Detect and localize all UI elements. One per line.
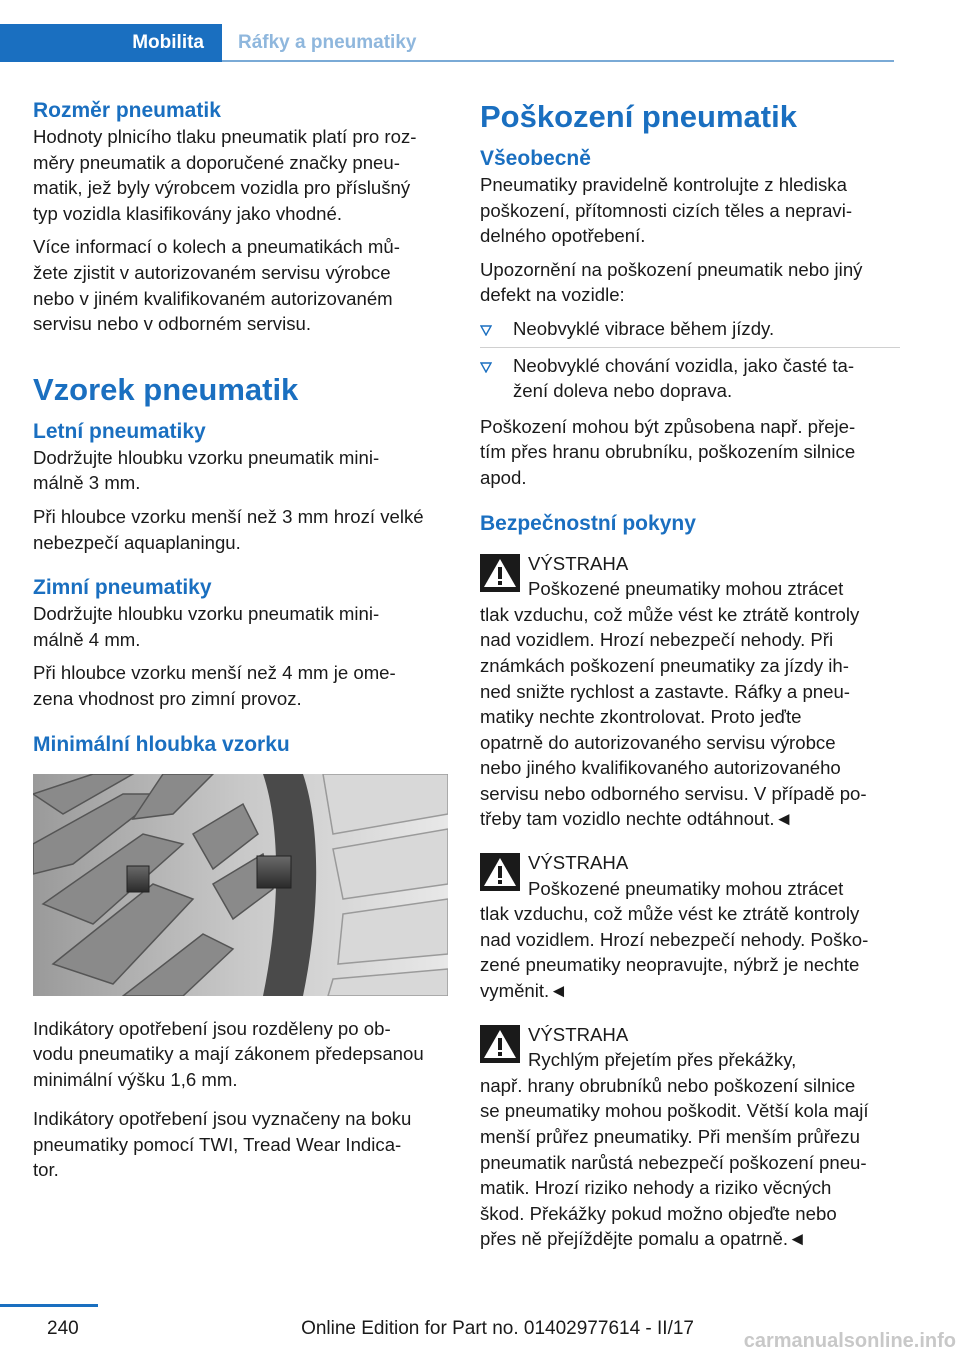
left-column: [33, 98, 451, 1191]
damage-heading: Poškození pneumatik: [480, 99, 797, 134]
warning-first-line: Poškozené pneumatiky mohou ztrácet: [528, 877, 844, 899]
right-column: [480, 98, 900, 1266]
winter-tires-heading: Zimní pneumatiky: [33, 576, 212, 600]
footer-rule: [0, 1304, 98, 1307]
winter-paragraph-2: Při hloubce vzorku menší než 4 mm je ome- zena vhodnost pro zimní provoz.: [33, 662, 396, 709]
warning-triangle-icon: [480, 853, 520, 891]
warning-body: tlak vzduchu, což může vést ke ztrátě kontroly nad vozidlem. Hrozí nebezpečí nehody. Při známkách poškození pneumatiky za jízdy ih- ned snižte rychlost a zastavte. Ráfky a pneu- matiky nechte zkontrolovat. Proto jeďte opatrně do autorizovaného servisu výrobce nebo jiného kvalifikovaného autorizovaného servisu nebo odborného servisu. V případě po- třeby tam vozidlo nechte odtáhnout.◄: [480, 603, 867, 830]
tire-size-paragraph-1: Hodnoty plnicího tlaku pneumatik platí pro roz- měry pneumatik a doporučené značky pneu- matik, jež byly výrobcem vozidla pro příslušný typ vozidla klasifikovány jako vhodné.: [33, 126, 417, 224]
warning-triangle-icon: [480, 1025, 520, 1063]
list-item: [480, 353, 900, 409]
warning-block-1: [480, 551, 900, 833]
tread-heading: Vzorek pneumatik: [33, 371, 299, 407]
warning-first-line: Rychlým přejetím přes překážky,: [528, 1049, 797, 1071]
summer-paragraph-1: Dodržujte hloubku vzorku pneumatik mini- málně 3 mm.: [33, 446, 380, 494]
safety-heading: Bezpečnostní pokyny: [480, 511, 696, 535]
edition-note: Online Edition for Part no. 01402977614 - II/17: [301, 1318, 694, 1339]
tire-size-paragraph-2: Více informací o kolech a pneumatikách mů- žete zjistit v autorizovaném servisu výrobce nebo v jiném kvalifikovaném autorizovaném servisu nebo v odborném servisu.: [33, 236, 400, 335]
bullet-triangle-icon: [480, 362, 492, 373]
header-rule: [222, 60, 894, 62]
tire-size-heading: Rozměr pneumatik: [33, 99, 221, 122]
watermark: carmanualsonline.info: [743, 1330, 956, 1352]
warning-body: tlak vzduchu, což může vést ke ztrátě kontroly nad vozidlem. Hrozí nebezpečí nehody. Poško- zené pneumatiky neopravujte, nýbrž je nechte vyměnit.◄: [480, 903, 869, 1002]
tire-tread-image: [33, 774, 448, 996]
page-number: 240: [47, 1318, 79, 1339]
warning-title: VÝSTRAHA: [528, 852, 629, 874]
general-paragraph-1: Pneumatiky pravidelně kontrolujte z hlediska poškození, přítomnosti cizích těles a nepravi- delného opotřebení.: [480, 174, 853, 247]
warning-block-2: [480, 850, 900, 1004]
list-item-text: Neobvyklé vibrace během jízdy.: [513, 317, 775, 339]
general-paragraph-3: Poškození mohou být způsobena např. přeje- tím přes hranu obrubníku, poškozením silnice apod.: [480, 415, 856, 488]
summer-paragraph-2: Při hloubce vzorku menší než 3 mm hrozí velké nebezpečí aquaplaningu.: [33, 505, 424, 553]
warning-body: např. hrany obrubníků nebo poškození silnice se pneumatiky mohou poškodit. Větší kola mají menší průřez pneumatiky. Při menším průřezu pneumatik narůstá nebezpečí poškození pneu- matik. Hrozí riziko nehody a riziko věcných škod. Překážky pokud možno objeďte nebo přes ně přejíždějte pomalu a opatrně.◄: [480, 1074, 869, 1250]
general-paragraph-2: Upozornění na poškození pneumatik nebo jiný defekt na vozidle:: [480, 258, 863, 306]
warning-first-line: Poškozené pneumatiky mohou ztrácet: [528, 578, 844, 600]
damage-signs-list: [480, 316, 900, 409]
indicators-paragraph-1: Indikátory opotřebení jsou rozděleny po ob- vodu pneumatiky a mají zákonem předepsanou minimální výšku 1,6 mm.: [33, 1017, 424, 1090]
summer-tires-heading: Letní pneumatiky: [33, 419, 206, 443]
min-depth-heading: Minimální hloubka vzorku: [33, 732, 290, 756]
list-item: [480, 316, 900, 348]
header-tab-mobilita[interactable]: Mobilita: [0, 24, 222, 62]
indicators-paragraph-2: Indikátory opotřebení jsou vyznačeny na boku pneumatiky pomocí TWI, Tread Wear Indica- tor.: [33, 1108, 412, 1181]
warning-block-3: [480, 1022, 900, 1252]
warning-triangle-icon: [480, 554, 520, 592]
winter-paragraph-1: Dodržujte hloubku vzorku pneumatik mini- málně 4 mm.: [33, 603, 380, 650]
bullet-triangle-icon: [480, 325, 492, 336]
warning-title: VÝSTRAHA: [528, 1023, 629, 1045]
header-tab-rims-tires[interactable]: Ráfky a pneumatiky: [238, 32, 417, 53]
warning-title: VÝSTRAHA: [528, 552, 629, 574]
general-heading: Všeobecně: [480, 147, 591, 170]
list-item-text: Neobvyklé chování vozidla, jako časté ta- žení doleva nebo doprava.: [513, 354, 855, 402]
